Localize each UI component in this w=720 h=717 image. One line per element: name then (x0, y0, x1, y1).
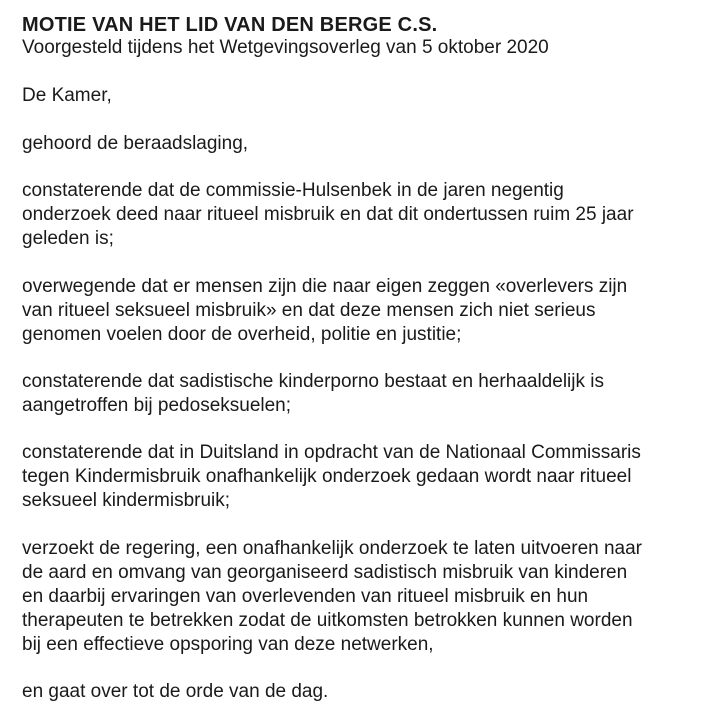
paragraph-line: genomen voelen door de overheid, politie en justitie; (22, 324, 462, 345)
paragraph-line: aangetroffen bij pedoseksuelen; (22, 395, 292, 416)
paragraph-survivors (22, 275, 712, 347)
paragraph-line: van ritueel seksueel misbruik» en dat deze mensen zich niet serieus (22, 300, 596, 321)
paragraph-line: verzoekt de regering, een onafhankelijk onderzoek te laten uitvoeren naar (22, 538, 643, 559)
motion-title: MOTIE VAN HET LID VAN DEN BERGE C.S. (22, 14, 438, 36)
paragraph-line: geleden is; (22, 228, 114, 249)
paragraph-line: en daarbij ervaringen van overlevenden van ritueel misbruik en hun (22, 586, 589, 607)
paragraph-line: constaterende dat in Duitsland in opdracht van de Nationaal Commissaris (22, 442, 641, 463)
paragraph-request-government (22, 537, 712, 657)
motion-document (22, 14, 712, 704)
paragraph-considering-germany (22, 441, 712, 513)
paragraph-addressee (22, 84, 712, 108)
paragraph-line: gehoord de beraadslaging, (22, 133, 249, 154)
paragraph-considering-commission (22, 179, 712, 251)
paragraph-considering-material (22, 370, 712, 418)
paragraph-line: en gaat over tot de orde van de dag. (22, 681, 329, 702)
paragraph-line: bij een effectieve opsporing van deze netwerken, (22, 634, 434, 655)
paragraph-line: de aard en omvang van georganiseerd sadistisch misbruik van kinderen (22, 562, 628, 583)
paragraph-line: therapeuten te betrekken zodat de uitkomsten betrokken kunnen worden (22, 610, 633, 631)
paragraph-line: seksueel kindermisbruik; (22, 490, 231, 511)
paragraph-line: De Kamer, (22, 85, 112, 106)
paragraph-line: tegen Kindermisbruik onafhankelijk onderzoek gedaan wordt naar ritueel (22, 466, 632, 487)
paragraph-closing (22, 680, 712, 704)
paragraph-line: overwegende dat er mensen zijn die naar eigen zeggen «overlevers zijn (22, 276, 628, 297)
paragraph-line: constaterende dat sadistische kinderporno bestaat en herhaaldelijk is (22, 371, 604, 392)
paragraph-heard-deliberation (22, 132, 712, 156)
motion-subtitle: Voorgesteld tijdens het Wetgevingsoverleg van 5 oktober 2020 (22, 37, 549, 58)
paragraph-line: onderzoek deed naar ritueel misbruik en dat dit ondertussen ruim 25 jaar (22, 204, 634, 225)
paragraph-line: constaterende dat de commissie-Hulsenbek in de jaren negentig (22, 180, 564, 201)
